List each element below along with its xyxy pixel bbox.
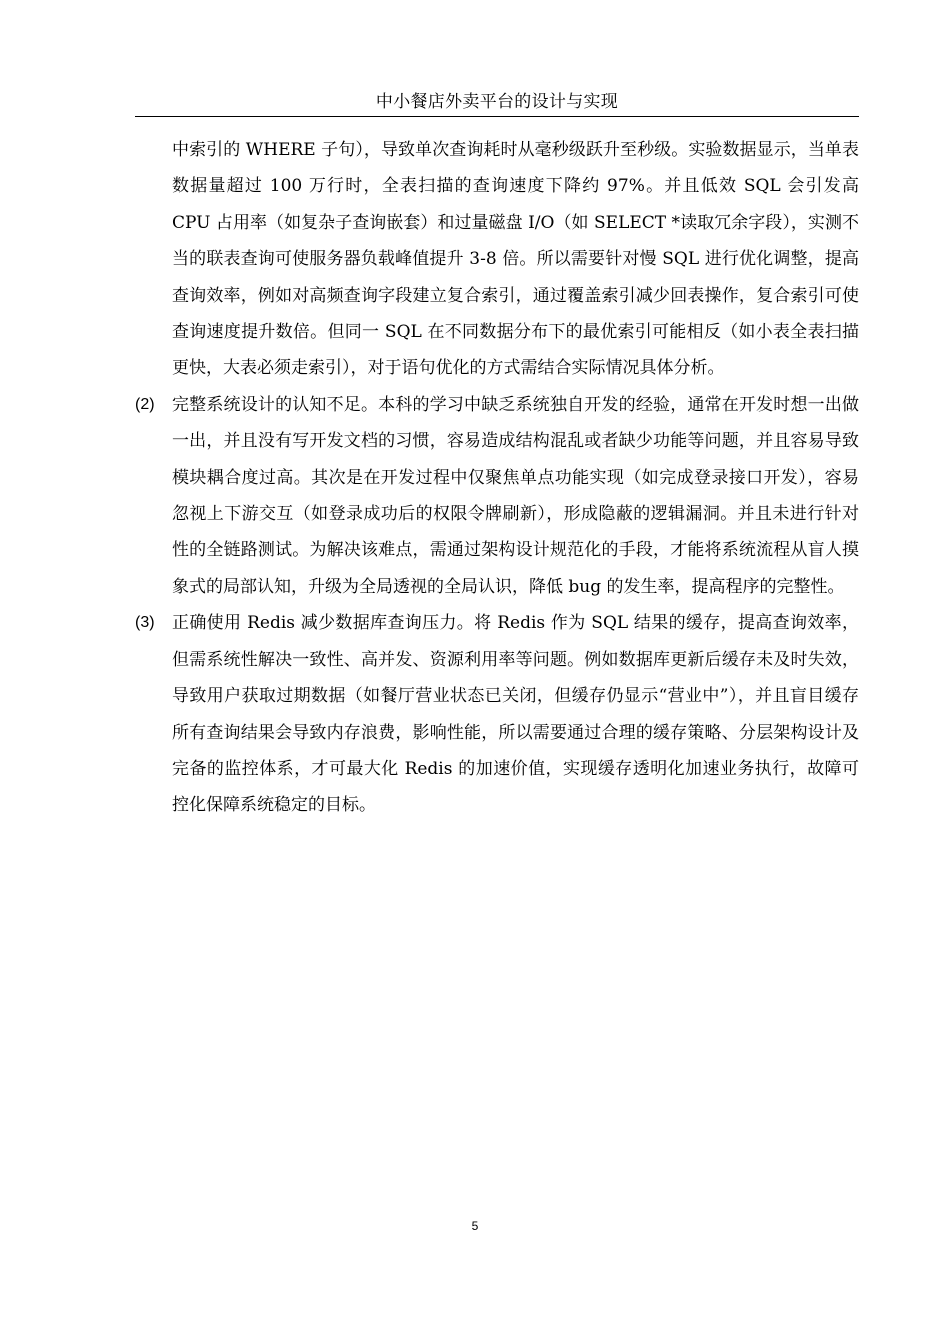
header-rule	[135, 116, 859, 117]
page-number: 5	[471, 1219, 479, 1233]
list-item	[135, 387, 859, 605]
list-item	[135, 605, 859, 823]
list-item-number: (2)	[135, 395, 155, 413]
continuation-paragraph: 中索引的 WHERE 子句），导致单次查询耗时从毫秒级跃升至秒级。实验数据显示，当单表数据量超过 100 万行时，全表扫描的查询速度下降约 97%。并且低效 SQL 会引发高 CPU 占用率（如复杂子查询嵌套）和过量磁盘 I/O（如 SELECT *读取冗余字段），实测不当的联表查询可使服务器负载峰值提升 3-8 倍。所以需要针对慢 SQL 进行优化调整，提高查询效率，例如对高频查询字段建立复合索引，通过覆盖索引减少回表操作，复合索引可使查询速度提升数倍。但同一 SQL 在不同数据分布下的最优索引可能相反（如小表全表扫描更快，大表必须走索引），对于语句优化的方式需结合实际情况具体分析。	[172, 140, 859, 379]
list-item-text: 完整系统设计的认知不足。本科的学习中缺乏系统独自开发的经验，通常在开发时想一出做一出，并且没有写开发文档的习惯，容易造成结构混乱或者缺少功能等问题，并且容易导致模块耦合度过高。其次是在开发过程中仅聚焦单点功能实现（如完成登录接口开发），容易忽视上下游交互（如登录成功后的权限令牌刷新），形成隐蔽的逻辑漏洞。并且未进行针对性的全链路测试。为解决该难点，需通过架构设计规范化的手段，才能将系统流程从盲人摸象式的局部认知，升级为全局透视的全局认识，降低 bug 的发生率，提高程序的完整性。	[172, 394, 859, 597]
running-header: 中小餐店外卖平台的设计与实现	[375, 92, 619, 112]
body-text	[135, 132, 859, 824]
list-item-number: (3)	[135, 614, 155, 632]
list-item-text: 正确使用 Redis 减少数据库查询压力。将 Redis 作为 SQL 结果的缓存，提高查询效率，但需系统性解决一致性、高并发、资源利用率等问题。例如数据库更新后缓存未及时失效，导致用户获取过期数据（如餐厅营业状态已关闭，但缓存仍显示“营业中”），并且盲目缓存所有查询结果会导致内存浪费，影响性能，所以需要通过合理的缓存策略、分层架构设计及完备的监控体系，才可最大化 Redis 的加速价值，实现缓存透明化加速业务执行，故障可控化保障系统稳定的目标。	[172, 613, 859, 816]
